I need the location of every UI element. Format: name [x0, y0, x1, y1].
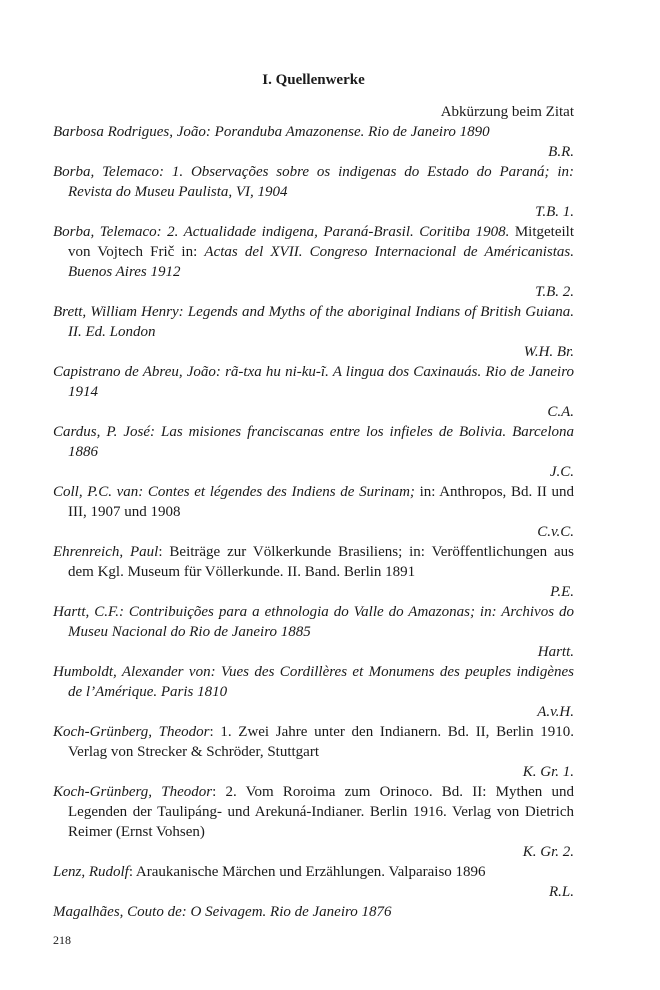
page-number: 218: [53, 933, 71, 947]
citation-abbreviation: T.B. 2.: [535, 284, 574, 300]
reference-text-italic: Lenz, Rudolf: [53, 864, 129, 880]
citation-abbreviation: A.v.H.: [537, 704, 574, 720]
reference-text: : 2. Vom Roroima zum Orinoco. Bd. II: Mythen und Legenden der Taulipáng- und Arekuná-Indianer. Berlin 1916. Verlag von Dietrich Reimer (Ernst Vohsen): [68, 784, 574, 840]
reference-text: : 1. Zwei Jahre unter den Indianern. Bd. II, Berlin 1910. Verlag von Strecker & Schröder, Stuttgart: [68, 724, 575, 760]
reference-text: Mitgeteilt von Vojtech Frič in:: [68, 224, 574, 260]
citation-abbreviation: K. Gr. 1.: [522, 764, 574, 780]
citation-abbreviation: C.A.: [547, 404, 574, 420]
reference-text-italic: Hartt, C.F.: Contribuições para a ethnologia do Valle do Amazonas; in: Archivos do Museu Nacional do Rio de Janeiro 1885: [53, 604, 574, 640]
reference-text-italic: Cardus, P. José: Las misiones franciscanas entre los infieles de Bolivia. Barcelona 1886: [53, 424, 574, 460]
citation-abbreviation: P.E.: [550, 584, 574, 600]
citation-abbreviation: W.H. Br.: [523, 344, 574, 360]
reference-entry: [53, 122, 574, 142]
reference-text-italic: Borba, Telemaco: 2. Actualidade indigena, Paraná-Brasil. Coritiba 1908.: [53, 224, 510, 240]
reference-entry: [53, 162, 574, 202]
reference-entry: [53, 542, 574, 582]
reference-text-italic: Actas del XVII. Congreso Internacional de Américanistas. Buenos Aires 1912: [68, 244, 574, 280]
citation-abbreviation: R.L.: [548, 884, 574, 900]
reference-entry: [53, 602, 574, 642]
reference-text-italic: Capistrano de Abreu, João: rã-txa hu ni-ku-ĩ. A lingua dos Caxinauás. Rio de Janeiro 1914: [53, 364, 574, 400]
reference-text-italic: Borba, Telemaco: 1. Observações sobre os indigenas do Estado do Paraná; in: Revista do Museu Paulista, VI, 1904: [53, 164, 574, 200]
reference-entry: [53, 722, 574, 762]
reference-text-italic: Magalhães, Couto de: O Seivagem. Rio de Janeiro 1876: [53, 904, 392, 920]
reference-text: : Araukanische Märchen und Erzählungen. Valparaiso 1896: [128, 864, 486, 880]
reference-entry: [53, 362, 574, 402]
reference-entry: [53, 862, 574, 882]
reference-entry: [53, 662, 574, 702]
reference-text-italic: Ehrenreich, Paul: [53, 544, 159, 560]
reference-text-italic: Coll, P.C. van: Contes et légendes des Indiens de Surinam;: [53, 484, 415, 500]
reference-text: : Beiträge zur Völkerkunde Brasiliens; in: Veröffentlichungen aus dem Kgl. Museum für Völlerkunde. II. Band. Berlin 1891: [68, 544, 574, 580]
citation-abbreviation: K. Gr. 2.: [522, 844, 574, 860]
reference-entry: [53, 222, 574, 282]
citation-abbreviation: T.B. 1.: [535, 204, 574, 220]
reference-text-italic: Barbosa Rodrigues, João: Poranduba Amazonense. Rio de Janeiro 1890: [53, 124, 490, 140]
reference-text-italic: Brett, William Henry: Legends and Myths of the aboriginal Indians of British Guiana. II. Ed. London: [53, 304, 574, 340]
citation-abbreviation: C.v.C.: [537, 524, 574, 540]
section-title: I. Quellenwerke: [262, 72, 365, 88]
reference-text-italic: Humboldt, Alexander von: Vues des Cordillères et Monumens des peuples indigènes de l’Amérique. Paris 1810: [53, 664, 574, 700]
reference-entry: [53, 902, 574, 922]
reference-text-italic: Koch-Grünberg, Theodor: [53, 784, 213, 800]
reference-list: [53, 122, 574, 922]
citation-abbreviation: Hartt.: [537, 644, 574, 660]
citation-abbreviation: J.C.: [549, 464, 574, 480]
reference-text: in: Anthropos, Bd. II und III, 1907 und 1908: [68, 484, 574, 520]
reference-text-italic: Koch-Grünberg, Theodor: [53, 724, 210, 740]
citation-abbreviation: B.R.: [548, 144, 574, 160]
reference-entry: [53, 782, 574, 842]
reference-entry: [53, 482, 574, 522]
reference-entry: [53, 302, 574, 342]
abbreviation-column-header: Abkürzung beim Zitat: [440, 104, 574, 120]
reference-entry: [53, 422, 574, 462]
